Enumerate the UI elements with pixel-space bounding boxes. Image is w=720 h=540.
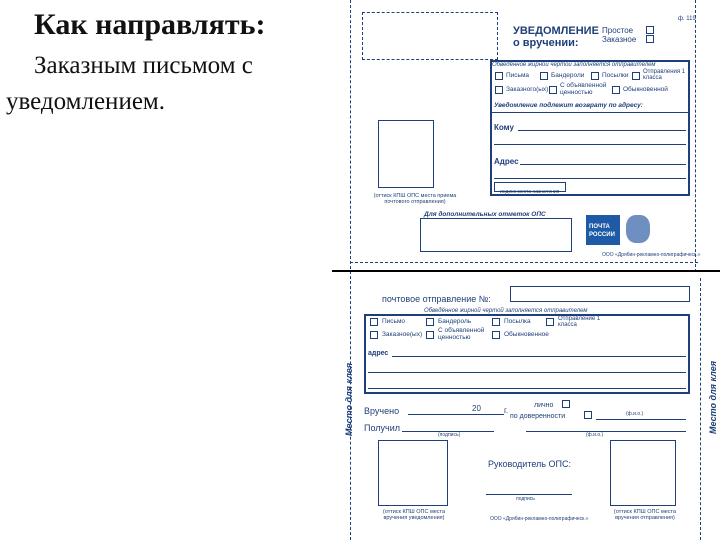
head-sign-caption: подпись: [516, 496, 535, 502]
type-label: Бандероль: [438, 318, 472, 325]
delivery-stamp-box: [378, 440, 448, 506]
option-simple-label: Простое: [602, 26, 634, 35]
year-suffix: г.: [504, 406, 509, 415]
eagle-emblem-icon: [626, 215, 650, 243]
type-label: Посылка: [504, 318, 531, 325]
proxy-caption: (ф.и.о.): [626, 411, 644, 417]
logo-text: РОССИИ: [589, 232, 615, 238]
notice-form-image: [340, 0, 720, 540]
sign-caption: (подпись): [438, 432, 461, 438]
fio-caption: (ф.и.о.): [586, 432, 604, 438]
type-checkbox: [426, 331, 434, 339]
address-2-line: [368, 372, 686, 373]
address-label: Адрес: [494, 157, 519, 166]
to-line: [494, 144, 686, 145]
slide-text-line-2: уведомлением.: [6, 88, 165, 115]
right-cut-line-bottom: [700, 278, 701, 540]
extra-marks-box: [420, 218, 572, 252]
received-name-line: [526, 431, 686, 432]
fold-dash-line: [350, 262, 698, 263]
logo-text: ПОЧТА: [589, 224, 610, 230]
notice-heading-1: УВЕДОМЛЕНИЕ: [513, 25, 599, 37]
printer-caption-2: ООО «Дрябин-рекламно-полиграфическ.»: [490, 516, 589, 522]
receipt-stamp-caption: (оттиск КПШ ОПС места приема почтового отправления): [373, 193, 457, 205]
to-line: [518, 130, 686, 131]
extra-marks-caption: Для дополнительных отметок ОПС: [424, 211, 546, 218]
address-line: [494, 178, 686, 179]
type-label: Письмо: [382, 318, 406, 325]
type-checkbox: [370, 318, 378, 326]
address-2-line: [392, 356, 686, 357]
item-number-box: [510, 286, 690, 302]
personal-label: лично: [534, 402, 554, 409]
notice-stamp-caption: (оттиск КПШ ОПС места вручения отправления): [613, 509, 677, 521]
head-label: Руководитель ОПС:: [488, 459, 571, 469]
type-checkbox: [612, 86, 620, 94]
glue-area-label-right: Место для клея: [708, 360, 718, 434]
proxy-checkbox: [584, 411, 592, 419]
item-number-label: почтовое отправление №:: [382, 294, 491, 304]
type-checkbox: [492, 331, 500, 339]
year-label: 20: [472, 404, 481, 413]
type-checkbox: [546, 318, 554, 326]
address-2-label: адрес: [368, 350, 389, 357]
glue-area-label-left: Место для клея: [344, 362, 354, 436]
to-label: Кому: [494, 123, 514, 132]
type-checkbox: [370, 331, 378, 339]
return-caption: Уведомление подлежит возврату по адресу:: [494, 102, 643, 109]
notice-stamp-box: [610, 440, 676, 506]
receipt-stamp-box: [378, 120, 434, 188]
option-registered-checkbox: [646, 35, 654, 43]
type-checkbox: [426, 318, 434, 326]
type-label: С объявленной ценностью: [560, 82, 607, 96]
personal-checkbox: [562, 400, 570, 408]
delivered-label: Вручено: [364, 406, 400, 416]
type-checkbox: [495, 86, 503, 94]
types-caption-2: Обведённое жирной чертой заполняется отправителем: [424, 308, 588, 314]
printer-caption: ООО «Дрябин-рекламно-полиграфическ.»: [602, 252, 701, 258]
type-checkbox: [632, 72, 640, 80]
type-checkbox: [492, 318, 500, 326]
type-label: Бандероли: [551, 72, 585, 79]
head-sign-line: [486, 494, 572, 495]
right-cut-line-top: [695, 0, 696, 272]
type-label: Отправление 1 класса: [558, 316, 601, 328]
divider: [492, 112, 688, 113]
types-caption: Обведённое жирной чертой заполняется отправителем: [492, 62, 656, 68]
type-label: Обыкновенное: [504, 331, 549, 338]
option-simple-checkbox: [646, 26, 654, 34]
address-line: [520, 164, 686, 165]
slide-title: Как направлять:: [34, 8, 266, 41]
addressee-block-2: [364, 314, 690, 394]
type-label: Обыкновенной: [623, 86, 668, 93]
type-label: Отправления 1 класса: [643, 69, 686, 81]
notice-heading-2: о вручении:: [513, 37, 579, 49]
index-caption: индекс места назначения: [500, 189, 560, 195]
type-label: Заказное(ых): [382, 331, 423, 338]
fold-line: [332, 270, 720, 272]
proxy-line: [596, 419, 686, 420]
type-label: Посылки: [602, 72, 629, 79]
delivery-stamp-caption: (оттиск КПШ ОПС места вручения уведомления): [382, 509, 446, 521]
address-2-line: [368, 388, 686, 389]
type-checkbox: [591, 72, 599, 80]
russian-post-logo: [586, 215, 620, 245]
type-label: С объявленной ценностью: [438, 327, 485, 341]
delivered-date-line: [408, 414, 504, 415]
type-checkbox: [495, 72, 503, 80]
type-checkbox: [549, 86, 557, 94]
received-label: Получил: [364, 423, 400, 433]
slide-text-line-1: Заказным письмом с: [34, 52, 253, 79]
type-checkbox: [540, 72, 548, 80]
type-label: Письма: [506, 72, 530, 79]
proxy-label: по доверенности: [510, 413, 566, 420]
option-registered-label: Заказное: [602, 35, 637, 44]
sender-stamp-box: [362, 12, 498, 60]
type-label: Заказного(ых): [506, 86, 549, 93]
form-code: ф. 119: [678, 16, 696, 22]
